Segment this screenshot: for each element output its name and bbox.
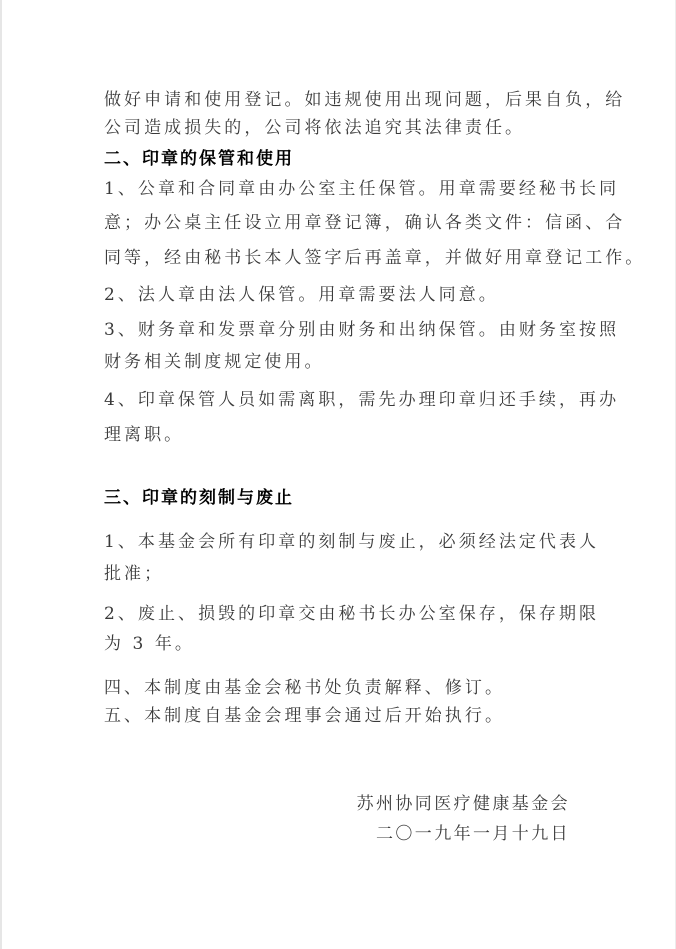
paragraph-line: 1、本基金会所有印章的刻制与废止，必须经法定代表人	[104, 532, 600, 552]
paragraph-line: 3、财务章和发票章分别由财务和出纳保管。由财务室按照	[104, 320, 620, 340]
section-line: 四、本制度由基金会秘书处负责解释、修订。	[104, 678, 505, 698]
paragraph-line: 同等，经由秘书长本人签字后再盖章，并做好用章登记工作。	[104, 248, 646, 268]
paragraph-line: 1、公章和合同章由办公室主任保管。用章需要经秘书长同	[104, 179, 620, 199]
paragraph-line: 4、印章保管人员如需离职，需先办理印章归还手续，再办	[104, 390, 620, 410]
paragraph-line: 公司造成损失的，公司将依法追究其法律责任。	[104, 118, 526, 138]
section-heading: 二、印章的保管和使用	[104, 149, 294, 169]
signature-organization: 苏州协同医疗健康基金会	[356, 794, 570, 814]
paragraph-line: 做好申请和使用登记。如违规使用出现问题，后果自负，给	[104, 90, 626, 110]
page-left-edge	[0, 0, 2, 949]
paragraph-line: 2、法人章由法人保管。用章需要法人同意。	[104, 285, 499, 305]
section-heading: 三、印章的刻制与废止	[104, 488, 294, 508]
paragraph-line: 2、废止、损毁的印章交由秘书长办公室保存，保存期限	[104, 604, 600, 624]
paragraph-line: 批准；	[104, 564, 165, 584]
signature-date: 二〇一九年一月十九日	[376, 824, 570, 844]
section-line: 五、本制度自基金会理事会通过后开始执行。	[104, 706, 505, 726]
paragraph-line: 为 3 年。	[104, 634, 195, 654]
paragraph-line: 意；办公桌主任设立用章登记簿，确认各类文件：信函、合	[104, 213, 626, 233]
paragraph-line: 财务相关制度规定使用。	[104, 352, 325, 372]
paragraph-line: 理离职。	[104, 425, 185, 445]
